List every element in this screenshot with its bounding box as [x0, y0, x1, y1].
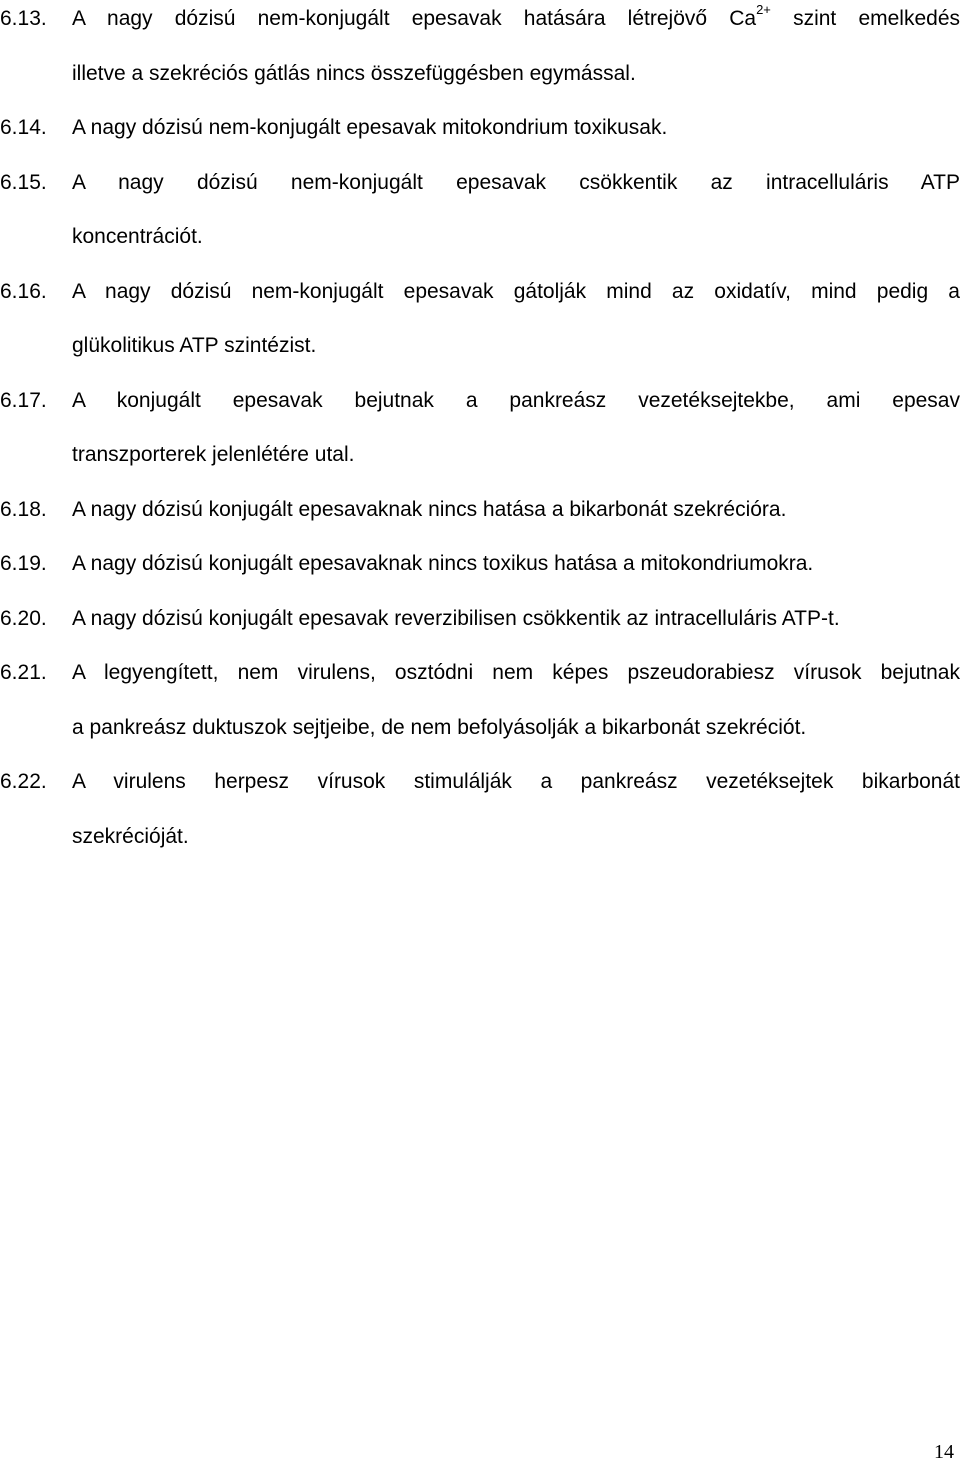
list-item: [0, 592, 960, 647]
item-text: [72, 0, 960, 101]
list-item: [0, 755, 960, 864]
item-text-line: A nagy dózisú nem-konjugált epesavak gátolják mind az oxidatív, mind pedig a: [72, 279, 960, 303]
item-text-line: A nagy dózisú nem-konjugált epesavak csökkentik az intracelluláris ATP: [72, 170, 960, 194]
item-text-line: a pankreász duktuszok sejtjeibe, de nem befolyásolják a bikarbonát szekréciót.: [72, 715, 807, 739]
item-number: 6.14.: [0, 116, 47, 139]
item-text: A nagy dózisú nem-konjugált epesavak mitokondrium toxikusak.: [72, 116, 668, 139]
item-text-line: A konjugált epesavak bejutnak a pankreász vezetéksejtekbe, ami epesav: [72, 388, 960, 412]
list-item: [0, 646, 960, 755]
item-text-line: koncentrációt.: [72, 225, 203, 248]
item-text: A nagy dózisú konjugált epesavaknak nincs toxikus hatása a mitokondriumokra.: [72, 552, 814, 575]
item-number: 6.15.: [0, 170, 47, 194]
item-text: [72, 755, 960, 864]
item-text: [72, 265, 960, 374]
list-item: [0, 265, 960, 374]
list-item: [0, 537, 960, 592]
item-text-line: illetve a szekréciós gátlás nincs összefüggésben egymással.: [72, 61, 636, 85]
item-text-line: A virulens herpesz vírusok stimulálják a pankreász vezetéksejtek bikarbonát: [72, 770, 960, 793]
item-number: 6.20.: [0, 606, 47, 630]
item-number: 6.13.: [0, 7, 47, 30]
list-item: [0, 156, 960, 265]
item-number: 6.17.: [0, 388, 47, 412]
list-item: [0, 374, 960, 483]
list-item: [0, 0, 960, 101]
item-number: 6.22.: [0, 770, 47, 793]
item-number: 6.18.: [0, 497, 47, 521]
item-text-part: szint emelkedés: [770, 7, 960, 30]
item-text: A nagy dózisú konjugált epesavaknak nincs hatása a bikarbonát szekrécióra.: [72, 497, 787, 521]
list-item: [0, 483, 960, 538]
item-text-line: szekrécióját.: [72, 824, 189, 848]
item-text: A nagy dózisú konjugált epesavak reverzibilisen csökkentik az intracelluláris ATP-t.: [72, 606, 840, 630]
item-number: 6.21.: [0, 661, 47, 684]
item-text: [72, 374, 960, 483]
superscript: 2+: [756, 2, 771, 17]
item-text-line: [72, 0, 960, 47]
item-text-part: A nagy dózisú nem-konjugált epesavak hatására létrejövő Ca: [72, 7, 757, 30]
list-item: [0, 101, 960, 156]
item-text-line: A legyengített, nem virulens, osztódni nem képes pszeudorabiesz vírusok bejutnak: [72, 661, 960, 684]
item-text-line: transzporterek jelenlétére utal.: [72, 443, 355, 466]
item-number: 6.16.: [0, 279, 47, 303]
item-text: [72, 646, 960, 755]
item-text-line: glükolitikus ATP szintézist.: [72, 334, 317, 357]
page-number: 14: [934, 1441, 954, 1463]
item-number: 6.19.: [0, 552, 47, 575]
item-text: [72, 156, 960, 265]
